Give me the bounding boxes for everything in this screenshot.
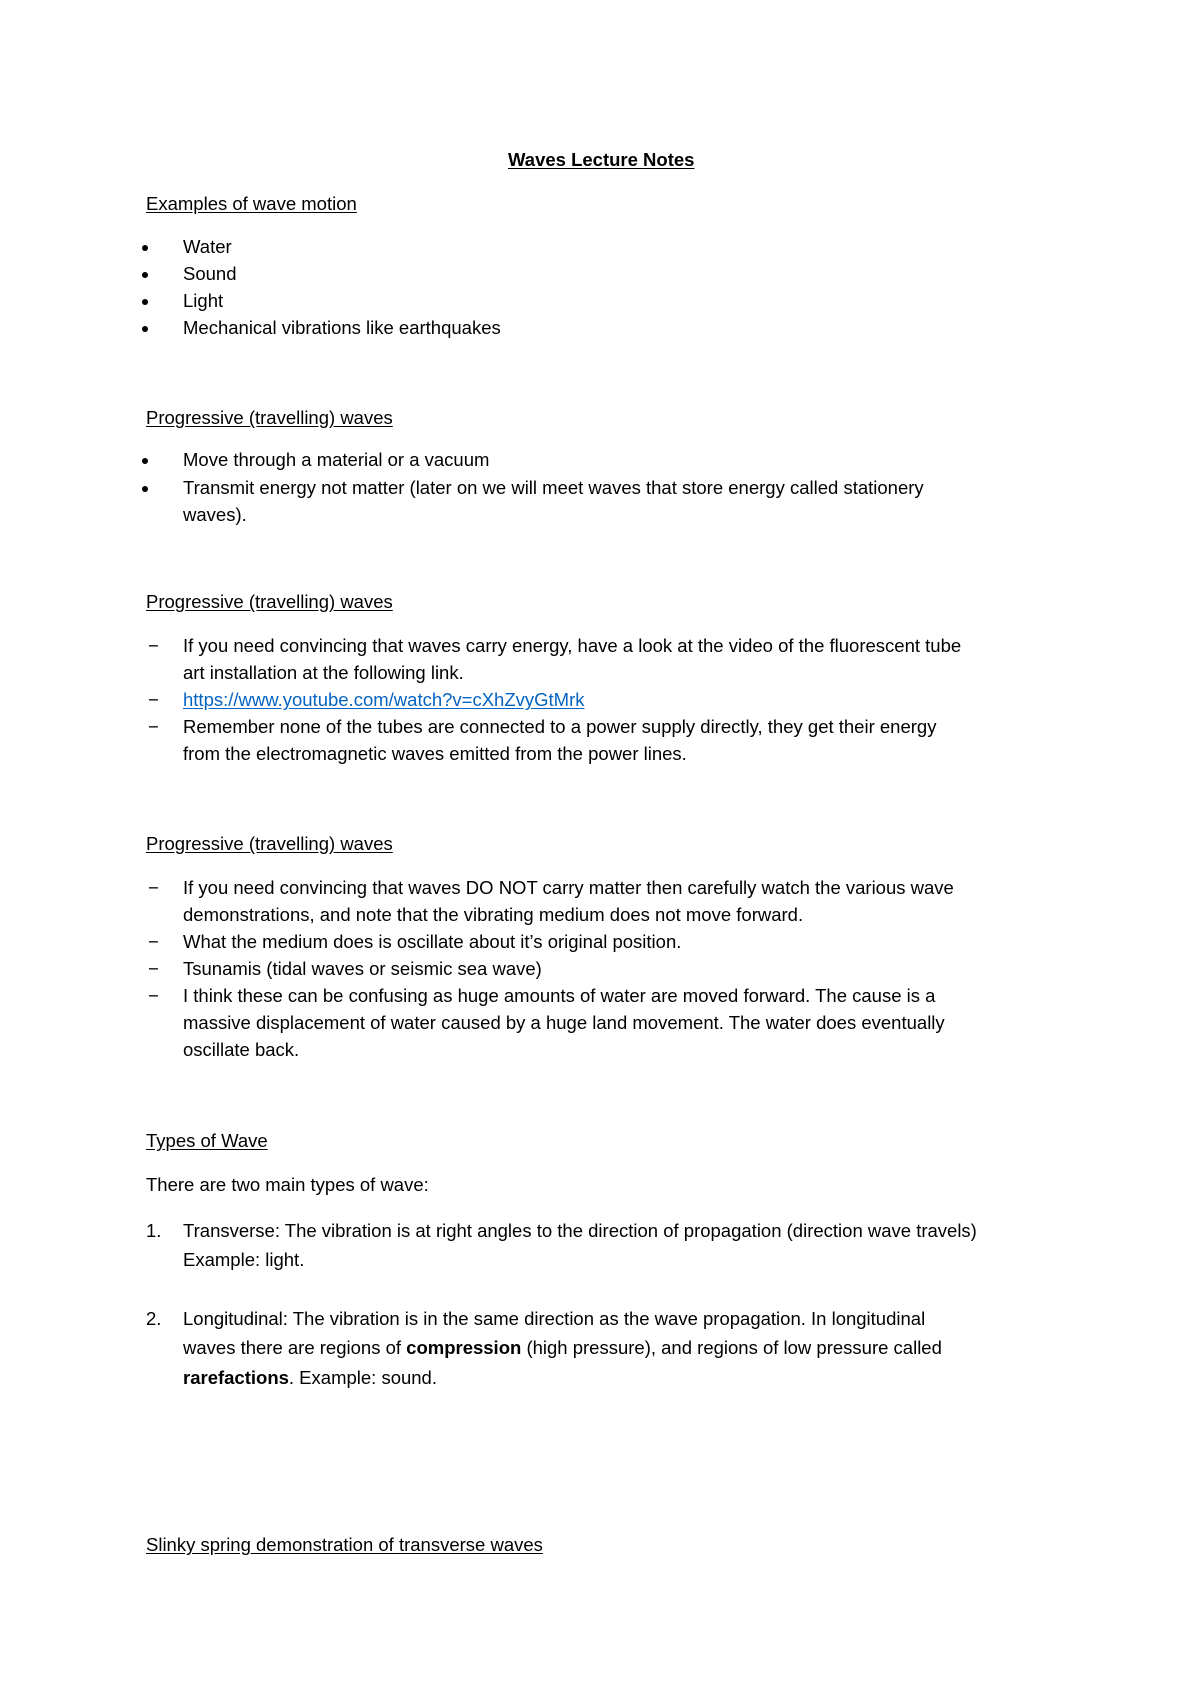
bullet-icon — [142, 287, 148, 314]
list-item: Sound — [183, 263, 237, 284]
list-item: I think these can be confusing as huge amounts of water are moved forward. The cause is a — [183, 985, 936, 1006]
list-item: What the medium does is oscillate about it’s original position. — [183, 931, 682, 952]
bullet-icon — [142, 446, 148, 473]
list-item: Transverse: The vibration is at right angles to the direction of propagation (direction wave travels) — [183, 1220, 977, 1241]
list-number: 1. — [146, 1220, 162, 1241]
list-item: Transmit energy not matter (later on we will meet waves that store energy called stationery — [183, 477, 924, 498]
list-item-continuation: oscillate back. — [183, 1039, 300, 1060]
section-heading-progressive-1: Progressive (travelling) waves — [146, 407, 393, 428]
text-run: waves there are regions of — [183, 1337, 407, 1358]
bullet-icon — [142, 474, 148, 501]
list-item: Tsunamis (tidal waves or seismic sea wave) — [183, 958, 542, 979]
dash-icon: − — [148, 716, 159, 737]
list-item-continuation: waves). — [183, 504, 247, 525]
dash-icon: − — [148, 689, 159, 710]
section-heading-progressive-2: Progressive (travelling) waves — [146, 591, 393, 612]
list-item: Light — [183, 290, 224, 311]
section-heading-types: Types of Wave — [146, 1130, 268, 1151]
bullet-icon — [142, 260, 148, 287]
bullet-icon — [142, 233, 148, 260]
list-item: Remember none of the tubes are connected to a power supply directly, they get their energy — [183, 716, 937, 737]
list-item-continuation: demonstrations, and note that the vibrating medium does not move forward. — [183, 904, 804, 925]
text-run: . Example: sound. — [288, 1367, 437, 1388]
text-run: (high pressure), and regions of low pressure called — [521, 1337, 942, 1358]
bold-term-rarefactions: rarefactions — [183, 1367, 289, 1388]
dash-icon: − — [148, 635, 159, 656]
list-item: Move through a material or a vacuum — [183, 449, 490, 470]
dash-icon: − — [148, 931, 159, 952]
page-title: Waves Lecture Notes — [508, 149, 695, 170]
section-heading-progressive-3: Progressive (travelling) waves — [146, 833, 393, 854]
section-heading-slinky: Slinky spring demonstration of transverse waves — [146, 1534, 543, 1555]
bold-term-compression: compression — [406, 1337, 522, 1358]
list-item-continuation — [183, 1364, 437, 1391]
list-item: If you need convincing that waves carry energy, have a look at the video of the fluorescent tube — [183, 635, 962, 656]
list-item-continuation: massive displacement of water caused by a huge land movement. The water does eventually — [183, 1012, 945, 1033]
list-item-continuation: art installation at the following link. — [183, 662, 464, 683]
list-item-continuation — [183, 1334, 942, 1361]
youtube-link[interactable]: https://www.youtube.com/watch?v=cXhZvyGtMrk — [183, 689, 585, 710]
list-item: Water — [183, 236, 232, 257]
list-item-continuation: Example: light. — [183, 1249, 305, 1270]
dash-icon: − — [148, 877, 159, 898]
list-number: 2. — [146, 1308, 162, 1329]
list-item: Mechanical vibrations like earthquakes — [183, 317, 501, 338]
list-item-continuation: from the electromagnetic waves emitted from the power lines. — [183, 743, 687, 764]
list-item: Longitudinal: The vibration is in the same direction as the wave propagation. In longitudinal — [183, 1308, 926, 1329]
bullet-icon — [142, 314, 148, 341]
list-item: If you need convincing that waves DO NOT carry matter then carefully watch the various wave — [183, 877, 954, 898]
dash-icon: − — [148, 985, 159, 1006]
types-intro: There are two main types of wave: — [146, 1174, 429, 1195]
section-heading-examples: Examples of wave motion — [146, 193, 357, 214]
dash-icon: − — [148, 958, 159, 979]
